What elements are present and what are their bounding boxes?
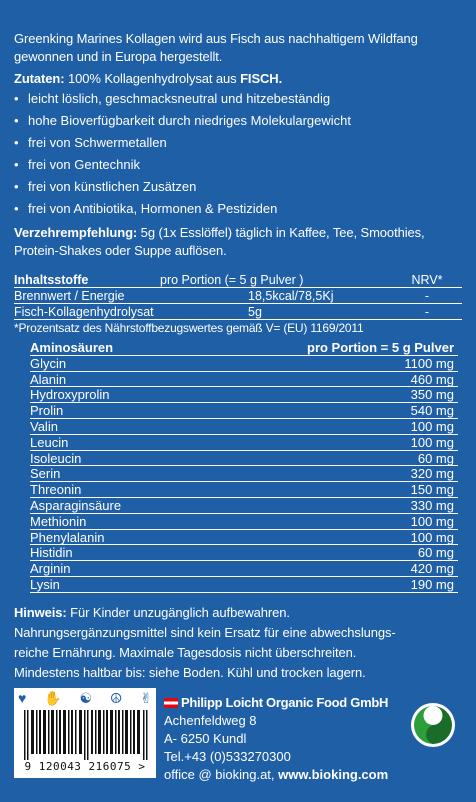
green-dot-icon xyxy=(410,700,456,750)
amino-name: Histidin xyxy=(30,545,73,561)
table-row xyxy=(30,387,458,403)
table-row xyxy=(30,372,458,388)
amino-value: 420 mg xyxy=(410,561,454,577)
label-panel xyxy=(14,30,462,683)
amino-name: Isoleucin xyxy=(30,450,82,466)
nutrition-footnote: *Prozentsatz des Nährstoffbezugswertes gemäß V= (EU) 1169/2011 xyxy=(14,321,364,335)
street: Achenfeldweg 8 xyxy=(164,713,257,728)
table-row xyxy=(30,435,458,451)
hint-text: Für Kinder unzugänglich aufbewahren. xyxy=(66,604,290,620)
ingredients xyxy=(14,70,462,88)
barcode-number: 9 120043 216075 > xyxy=(24,760,146,773)
amino-value: 320 mg xyxy=(410,466,454,482)
table-row xyxy=(30,545,458,561)
barcode-bars xyxy=(24,710,148,760)
nutrition-header-nrv: NRV* xyxy=(411,273,443,287)
amino-name: Lysin xyxy=(30,576,60,592)
contact-line xyxy=(164,766,388,784)
note-line: Mindestens haltbar bis: siehe Boden. Kühl und trocken lagern. xyxy=(14,664,366,680)
ingredients-text: 100% Kollagenhydrolysat aus xyxy=(64,71,241,86)
feature-list xyxy=(14,88,462,220)
city: A- 6250 Kundl xyxy=(164,731,247,746)
nutrition-cell: 5g xyxy=(248,305,262,319)
company-name: Philipp Loicht Organic Food GmbH xyxy=(181,695,389,710)
phone: Tel.+43 (0)533270300 xyxy=(164,749,291,764)
company-line xyxy=(164,694,388,712)
amino-value: 150 mg xyxy=(410,482,454,498)
table-row xyxy=(30,466,458,482)
amino-value: 540 mg xyxy=(410,403,454,419)
hand-icon: ✌ xyxy=(140,690,152,706)
austria-flag-icon xyxy=(164,698,178,708)
table-row xyxy=(30,419,458,435)
amino-value: 100 mg xyxy=(410,418,454,434)
hint xyxy=(14,603,462,623)
table-row xyxy=(14,288,462,304)
email: office @ bioking.at, xyxy=(164,767,279,782)
nutrition-header-portion: pro Portion (= 5 g Pulver ) xyxy=(160,273,304,287)
table-row xyxy=(30,514,458,530)
list-item: • frei von künstlichen Zusätzen xyxy=(14,176,462,198)
nutrition-cell: - xyxy=(424,305,430,319)
nutrition-header xyxy=(14,272,462,288)
amino-value: 60 mg xyxy=(417,450,454,466)
amino-header-name: Aminosäuren xyxy=(30,340,114,355)
amino-value: 100 mg xyxy=(410,434,454,450)
amino-value: 330 mg xyxy=(410,497,454,513)
amino-name: Serin xyxy=(30,466,61,482)
usage-label: Verzehrempfehlung: xyxy=(14,225,138,240)
ingredients-label: Zutaten: xyxy=(14,71,65,86)
website: www.bioking.com xyxy=(278,767,389,782)
nutrition-cell: Brennwert / Energie xyxy=(14,289,125,303)
note-line: Nahrungsergänzungsmittel sind kein Ersatz für eine abwechslungs- xyxy=(14,624,396,640)
nutrition-cell: Fisch-Kollagenhydrolysat xyxy=(14,305,154,319)
amino-name: Asparaginsäure xyxy=(30,497,122,513)
amino-value: 460 mg xyxy=(410,371,454,387)
intro-text: Greenking Marines Kollagen wird aus Fisch aus nachhaltigem Wildfang gewonnen und in Europa hergestellt. xyxy=(14,31,418,64)
amino-name: Methionin xyxy=(30,513,87,529)
table-row xyxy=(14,304,462,320)
fish-icon: ✋ xyxy=(44,690,62,706)
note-line: reiche Ernährung. Maximale Tagesdosis nicht überschreiten. xyxy=(14,644,357,660)
amino-name: Threonin xyxy=(30,482,82,498)
amino-header xyxy=(30,340,458,356)
list-item: • frei von Antibiotika, Hormonen & Pestiziden xyxy=(14,198,462,220)
ingredients-emph: FISCH. xyxy=(240,71,283,86)
table-row xyxy=(30,577,458,593)
nutrition-table xyxy=(14,272,462,336)
amino-value: 100 mg xyxy=(410,513,454,529)
amino-header-portion: pro Portion = 5 g Pulver xyxy=(307,340,454,355)
table-row xyxy=(30,561,458,577)
list-item: • frei von Gentechnik xyxy=(14,154,462,176)
address-block xyxy=(164,694,388,784)
table-row xyxy=(30,356,458,372)
table-row xyxy=(30,451,458,467)
svg-text:®: ® xyxy=(450,705,456,712)
footer xyxy=(14,686,474,782)
amino-value: 60 mg xyxy=(417,545,454,561)
amino-name: Glycin xyxy=(30,355,67,371)
amino-value: 1100 mg xyxy=(404,355,454,371)
list-item: • hohe Bioverfügbarkeit durch niedriges Molekulargewicht xyxy=(14,110,462,132)
table-row xyxy=(30,498,458,514)
peace-icon: ☮ xyxy=(109,690,123,706)
amino-value: 190 mg xyxy=(410,576,454,592)
yin-yang-icon: ☯ xyxy=(79,690,92,706)
barcode xyxy=(14,688,156,778)
list-item: • leicht löslich, geschmacksneutral und hitzebeständig xyxy=(14,88,462,110)
amino-name: Alanin xyxy=(30,371,67,387)
amino-name: Hydroxyprolin xyxy=(30,387,110,403)
table-row xyxy=(30,403,458,419)
amino-name: Leucin xyxy=(30,434,69,450)
amino-value: 100 mg xyxy=(410,529,454,545)
symbol-row xyxy=(14,688,156,708)
amino-name: Valin xyxy=(30,418,58,434)
list-item: • frei von Schwermetallen xyxy=(14,132,462,154)
notes xyxy=(14,603,462,683)
hint-label: Hinweis: xyxy=(14,604,67,620)
amino-name: Prolin xyxy=(30,403,64,419)
table-row xyxy=(30,530,458,546)
usage-text: 5g (1x Esslöffel) täglich in Kaffee, Tee, Smoothies, Protein-Shakes oder Suppe auflösen. xyxy=(14,225,425,258)
usage xyxy=(14,224,462,260)
amino-name: Phenylalanin xyxy=(30,529,105,545)
nutrition-cell: - xyxy=(424,289,430,303)
amino-acid-table xyxy=(30,340,458,593)
nutrition-header-name: Inhaltsstoffe xyxy=(14,273,89,287)
table-row xyxy=(30,482,458,498)
amino-name: Arginin xyxy=(30,561,71,577)
heart-icon: ♥ xyxy=(18,690,27,706)
nutrition-cell: 18,5kcal/78,5Kj xyxy=(248,289,334,303)
amino-value: 350 mg xyxy=(410,387,454,403)
